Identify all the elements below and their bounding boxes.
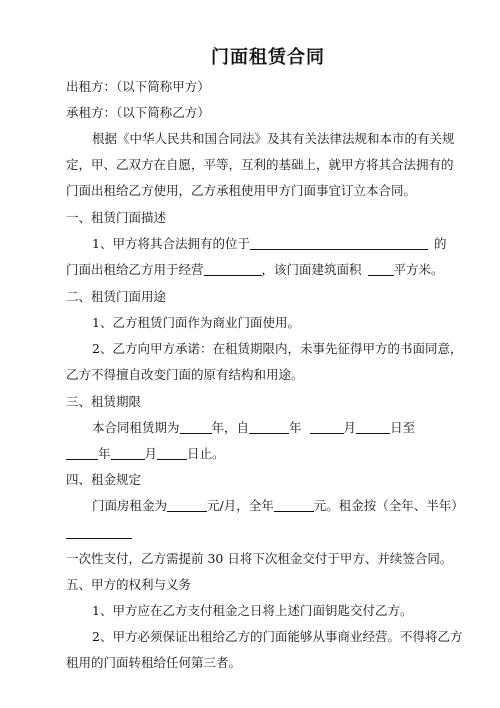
section-3-heading: 三、租赁期限 (66, 394, 142, 409)
intro-line-2: 定，甲、乙双方在自愿，平等，互利的基础上，就甲方将其合法拥有的 (66, 157, 454, 172)
section-2-clause-1: 1、乙方租赁门面作为商业门面使用。 (92, 315, 300, 330)
clause-text: 元/月，全年 (207, 498, 274, 513)
start-year-blank[interactable] (249, 419, 289, 434)
clause-text: 门面房租金为 (92, 498, 168, 513)
intro-line-1: 根据《中华人民共和国合同法》及其有关法律法规和本市的有关规 (92, 131, 455, 146)
document-title: 门面租赁合同 (211, 47, 325, 68)
clause-text: 年 (98, 446, 111, 461)
lessee-line: 承租方：（以下简称乙方） (66, 105, 210, 120)
clause-text: 日止。 (187, 446, 225, 461)
section-5-clause-1: 1、甲方应在乙方支付租金之日将上述门面钥匙交付乙方。 (92, 603, 413, 618)
clause-text: 平方米。 (393, 262, 444, 277)
clause-text: 月 (144, 446, 158, 461)
clause-text: 1、甲方将其合法拥有的位于 (92, 236, 250, 251)
area-blank[interactable] (368, 261, 394, 276)
clause-text: 的 (433, 236, 447, 251)
section-1-clause-1-cont (66, 261, 470, 279)
section-2-clause-2-cont: 乙方不得擅自改变门面的原有结构和用途。 (66, 367, 304, 382)
end-day-blank[interactable] (157, 445, 187, 460)
term-years-blank[interactable] (180, 419, 212, 434)
business-blank[interactable] (204, 261, 262, 276)
section-5-clause-2: 2、甲方必须保证出租给乙方的门面能够从事商业经营。不得将乙方 (92, 629, 463, 644)
section-1-clause-1 (92, 235, 470, 253)
section-3-term-line (92, 419, 470, 437)
section-5-clause-2-cont: 租用的门面转租给任何第三者。 (66, 655, 242, 670)
section-2-clause-2: 2、乙方向甲方承诺：在租赁期限内，未事先征得甲方的书面同意， (92, 341, 463, 356)
payment-period-blank[interactable] (66, 524, 132, 539)
clause-text: 年，自 (211, 420, 250, 435)
clause-text: ，该门面建筑面积 (261, 262, 362, 277)
section-1-heading: 一、租赁门面描述 (66, 210, 167, 225)
section-5-heading: 五、甲方的权利与义务 (66, 577, 192, 592)
lessor-line: 出租方：（以下简称甲方） (66, 79, 210, 94)
section-3-term-line-cont (66, 445, 470, 463)
section-4-rent-line (92, 497, 470, 515)
section-2-heading: 二、租赁门面用途 (66, 289, 167, 304)
monthly-rent-blank[interactable] (167, 497, 207, 512)
end-year-blank[interactable] (66, 445, 98, 460)
clause-text: 本合同租赁期为 (92, 420, 180, 435)
section-4-payment-blank-line (66, 524, 470, 542)
annual-rent-blank[interactable] (274, 497, 314, 512)
clause-text: 月 (343, 420, 357, 435)
section-4-payment-line: 一次性支付，乙方需提前 30 日将下次租金交付于甲方、并续签合同。 (66, 551, 453, 566)
clause-text: 门面出租给乙方用于经营 (66, 262, 204, 277)
end-month-blank[interactable] (111, 445, 145, 460)
location-blank[interactable] (250, 235, 428, 250)
clause-text: 年 (289, 420, 302, 435)
start-month-blank[interactable] (310, 419, 344, 434)
clause-text: 日至 (390, 420, 416, 435)
intro-line-3: 门面出租给乙方使用，乙方承租使用甲方门面事宜订立本合同。 (66, 183, 417, 198)
clause-text: 元。租金按（全年、半年） (313, 498, 464, 513)
section-4-heading: 四、租金规定 (66, 472, 142, 487)
start-day-blank[interactable] (356, 419, 390, 434)
